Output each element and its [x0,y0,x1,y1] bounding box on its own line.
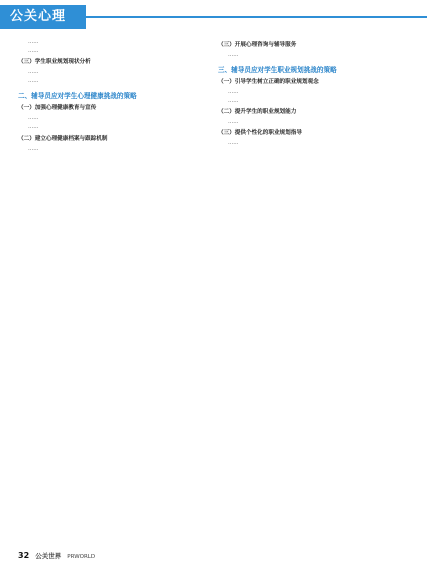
body-paragraph: …… [28,48,39,55]
subsection-heading: （一）引导学生树立正确的职业规划观念 [218,79,319,86]
section-label: 公关心理 [0,5,86,29]
page-footer [18,551,409,565]
subsection-heading: （一）加强心理健康教育与宣传 [18,105,97,112]
subsection-heading: （三）开展心理咨询与辅导服务 [218,42,297,48]
body-paragraph: …… [28,39,39,45]
body-paragraph: …… [228,140,239,147]
right-column [218,38,410,543]
magazine-name: 公关世界 [35,552,62,560]
body-paragraph: …… [228,89,239,96]
section-heading: 二、辅导员应对学生心理健康挑战的策略 [18,92,137,101]
section-heading: 三、辅导员应对学生职业规划挑战的策略 [218,66,337,75]
body-paragraph: …… [28,69,39,76]
body-paragraph: …… [28,78,39,85]
page-header [0,0,427,32]
magazine-site: PRWORLD [67,554,96,560]
left-column [18,38,210,543]
body-paragraph: …… [28,115,39,122]
body-paragraph: …… [28,145,39,152]
page-number: 32 [18,551,30,560]
header-rule [86,16,427,18]
body-paragraph: …… [28,124,39,131]
body-paragraph: …… [228,98,239,105]
subsection-heading: （二）建立心理健康档案与跟踪机制 [18,135,108,142]
subsection-heading: （三）学生职业规划现状分析 [18,59,91,66]
subsection-heading: （三）提供个性化的职业规划指导 [218,130,302,137]
body-paragraph: …… [228,52,239,58]
body-paragraph: …… [228,119,239,126]
subsection-heading: （二）提升学生的职业规划能力 [218,109,297,116]
